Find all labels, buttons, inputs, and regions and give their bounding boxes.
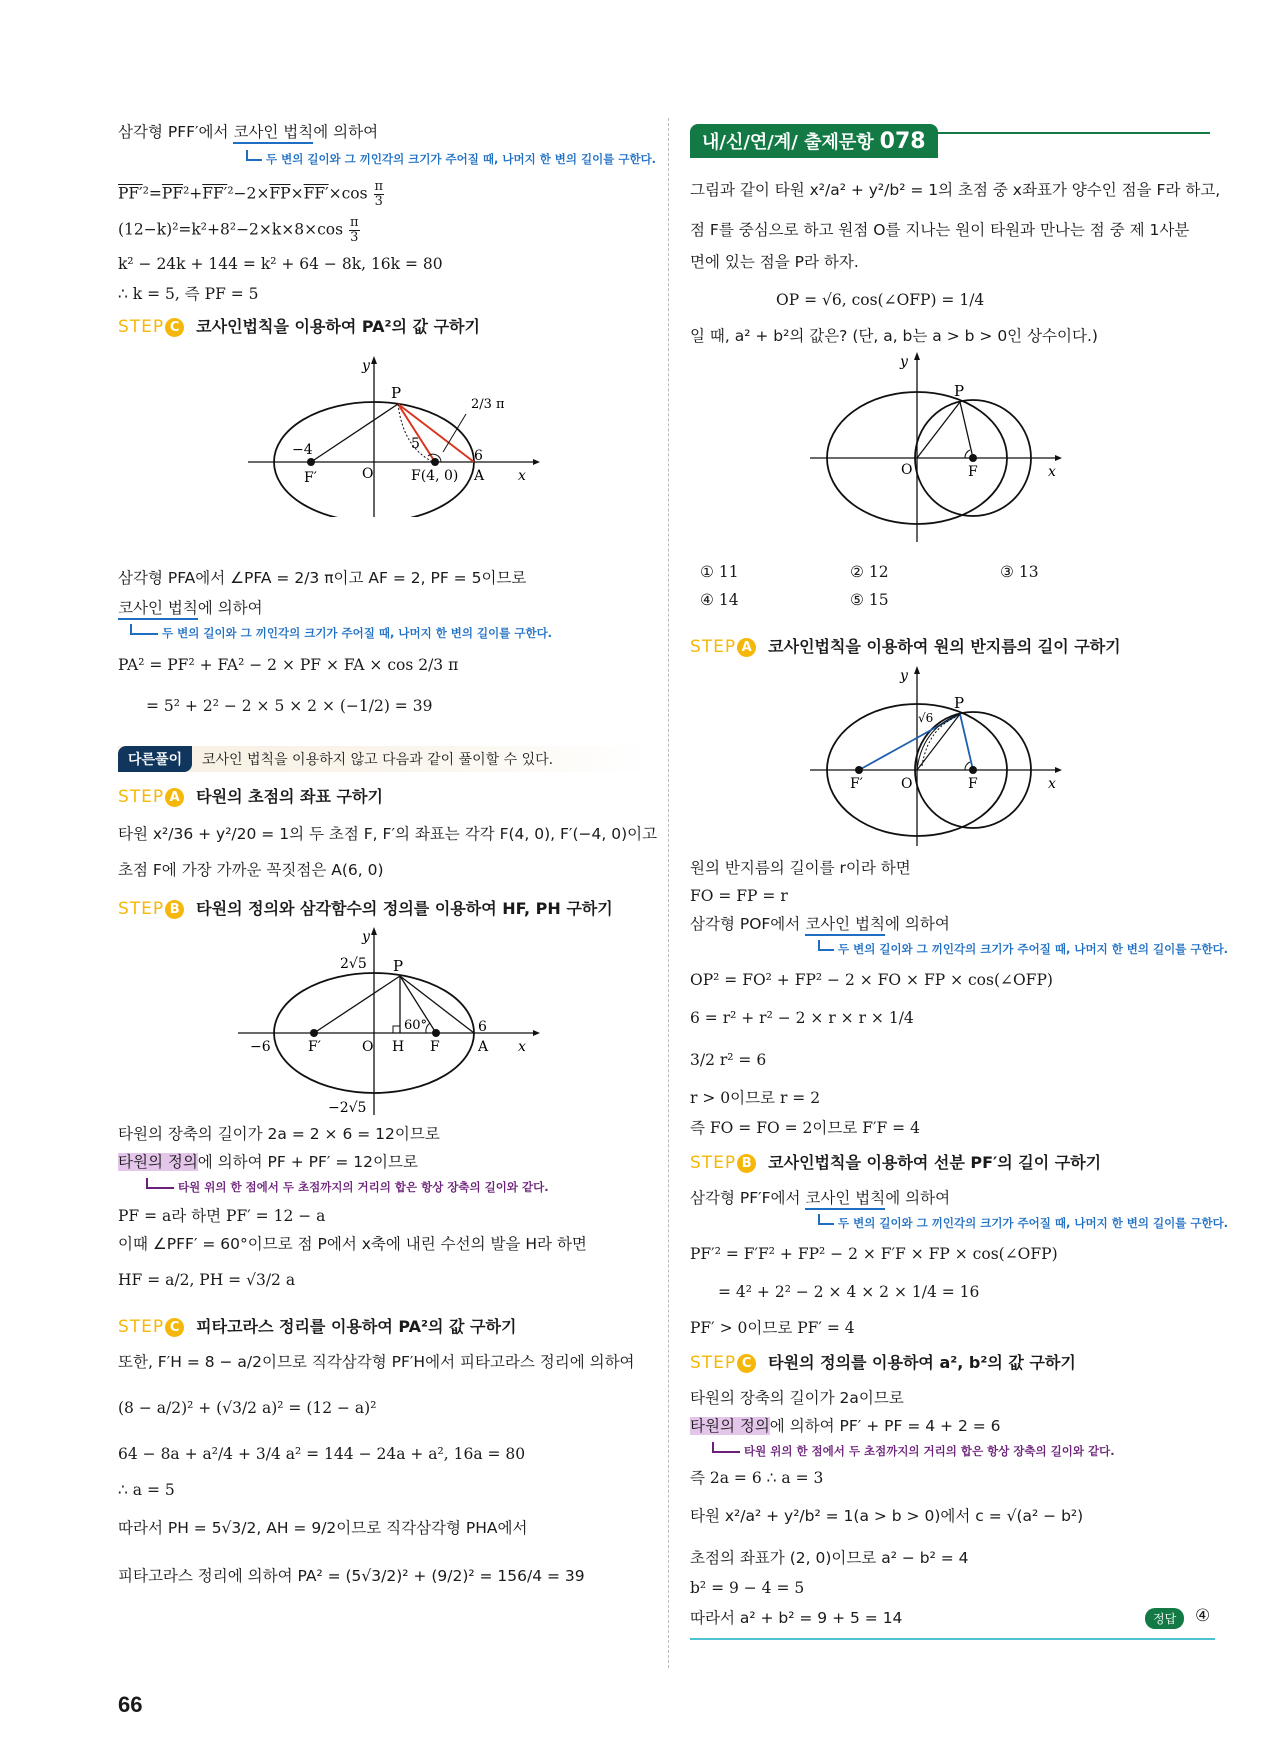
step-a-heading: STEP A 코사인법칙을 이용하여 원의 반지름의 길이 구하기 bbox=[690, 637, 1121, 657]
svg-text:F′: F′ bbox=[308, 1039, 321, 1055]
equation: $PF'^2=\overline{PF}^2+FF'^2-2\times\overline{FP}\times FF'\times\cos$ $\frac{\pi}{3}$ bbox=[118, 179, 384, 209]
choice-3[interactable]: ③ 13 bbox=[1000, 563, 1039, 581]
svg-text:x: x bbox=[518, 468, 526, 484]
svg-text:6: 6 bbox=[478, 1019, 487, 1035]
column-divider bbox=[668, 118, 669, 1668]
equation: k² − 24k + 144 = k² + 64 − 8k, 16k = 80 bbox=[118, 255, 443, 273]
choice-1[interactable]: ① 11 bbox=[700, 563, 739, 581]
text-line: 따라서 a² + b² = 9 + 5 = 14 bbox=[690, 1609, 903, 1627]
svg-text:2√5: 2√5 bbox=[340, 956, 367, 972]
svg-text:P: P bbox=[393, 957, 404, 975]
equation: FO = FP = r bbox=[690, 887, 788, 905]
text-line: 타원 x²/a² + y²/b² = 1(a > b > 0)에서 c = √(a² − b²) bbox=[690, 1507, 1084, 1525]
step-c-heading: STEP C 코사인법칙을 이용하여 PA²의 값 구하기 bbox=[118, 317, 480, 337]
svg-text:y: y bbox=[900, 354, 908, 370]
margin-note: 타원 위의 한 점에서 두 초점까지의 거리의 합은 항상 장축의 길이와 같다. bbox=[712, 1444, 1115, 1458]
equation: (8 − a/2)² + (√3/2 a)² = (12 − a)² bbox=[118, 1399, 377, 1417]
text-line: 타원의 정의에 의하여 PF + PF′ = 12이므로 bbox=[118, 1153, 418, 1171]
text-line: 원의 반지름의 길이를 r이라 하면 bbox=[690, 859, 911, 877]
text-line: 타원의 정의에 의하여 PF′ + PF = 4 + 2 = 6 bbox=[690, 1417, 1001, 1435]
equation: (12−k)²=k²+8²−2×k×8×cos $\frac{\pi}{3}$ bbox=[118, 215, 359, 245]
svg-text:A: A bbox=[478, 1039, 489, 1055]
text-line: 삼각형 PFA에서 ∠PFA = 2/3 π이고 AF = 2, PF = 5이므로 bbox=[118, 569, 527, 587]
cosine-law-term: 코사인 법칙 bbox=[233, 123, 313, 144]
text-line: 타원 x²/36 + y²/20 = 1의 두 초점 F, F′의 좌표는 각각 F(4, 0), F′(−4, 0)이고 bbox=[118, 825, 658, 843]
svg-text:x: x bbox=[1048, 776, 1056, 792]
svg-text:6: 6 bbox=[474, 448, 483, 464]
text-line: 초점 F에 가장 가까운 꼭짓점은 A(6, 0) bbox=[118, 861, 384, 879]
page-number: 66 bbox=[118, 1692, 143, 1717]
step-a-heading: STEP A 타원의 초점의 좌표 구하기 bbox=[118, 787, 383, 807]
svg-text:−4: −4 bbox=[292, 442, 313, 458]
equation: PF′ > 0이므로 PF′ = 4 bbox=[690, 1319, 855, 1337]
text-line: 타원의 장축의 길이가 2a = 2 × 6 = 12이므로 bbox=[118, 1125, 440, 1143]
arrow-hook-icon bbox=[712, 1442, 740, 1453]
text-line: 또한, F′H = 8 − a/2이므로 직각삼각형 PF′H에서 피타고라스 정리에 의하여 bbox=[118, 1353, 635, 1371]
question-badge: 내/신/연/계/ 출제문항 078 bbox=[690, 124, 938, 158]
step-letter-badge: C bbox=[165, 318, 184, 337]
equation: 6 = r² + r² − 2 × r × r × 1/4 bbox=[690, 1009, 914, 1027]
alt-solution-badge: 다른풀이 bbox=[118, 746, 192, 772]
section-end-rule bbox=[690, 1638, 1215, 1640]
question-condition: OP = √6, cos(∠OFP) = 1/4 bbox=[776, 291, 985, 309]
equation: ∴ a = 5 bbox=[118, 1481, 175, 1499]
ellipse-figure-1 bbox=[228, 352, 548, 517]
choice-2[interactable]: ② 12 bbox=[850, 563, 889, 581]
step-c-heading: STEP C 타원의 정의를 이용하여 a², b²의 값 구하기 bbox=[690, 1353, 1076, 1373]
ellipse-circle-figure bbox=[810, 352, 1070, 542]
equation: b² = 9 − 4 = 5 bbox=[690, 1579, 805, 1597]
svg-text:P: P bbox=[954, 382, 965, 400]
svg-text:60°: 60° bbox=[404, 1018, 428, 1033]
margin-note: 두 변의 길이와 그 끼인각의 크기가 주어질 때, 나머지 한 변의 길이를 구한다. bbox=[818, 1216, 1228, 1230]
svg-text:O: O bbox=[901, 776, 913, 792]
margin-note: 두 변의 길이와 그 끼인각의 크기가 주어질 때, 나머지 한 변의 길이를 구한다. bbox=[246, 152, 656, 166]
equation: 즉 FO = FO = 2이므로 F′F = 4 bbox=[690, 1119, 920, 1137]
text-line: 코사인 법칙에 의하여 bbox=[118, 598, 263, 618]
text-line: 타원의 장축의 길이가 2a이므로 bbox=[690, 1389, 904, 1407]
step-b-heading: STEP B 코사인법칙을 이용하여 선분 PF′의 길이 구하기 bbox=[690, 1153, 1102, 1173]
arrow-hook-icon bbox=[146, 1178, 174, 1189]
margin-note: 두 변의 길이와 그 끼인각의 크기가 주어질 때, 나머지 한 변의 길이를 구한다. bbox=[818, 942, 1228, 956]
svg-text:−6: −6 bbox=[250, 1039, 271, 1055]
equation: 즉 2a = 6 ∴ a = 3 bbox=[690, 1469, 824, 1487]
question-text: 면에 있는 점을 P라 하자. bbox=[690, 253, 859, 271]
margin-note: 타원 위의 한 점에서 두 초점까지의 거리의 합은 항상 장축의 길이와 같다. bbox=[146, 1180, 549, 1194]
equation: OP² = FO² + FP² − 2 × FO × FP × cos(∠OFP) bbox=[690, 971, 1053, 989]
equation: PF′² = F′F² + FP² − 2 × F′F × FP × cos(∠OFP) bbox=[690, 1245, 1058, 1263]
equation: = 4² + 2² − 2 × 4 × 2 × 1/4 = 16 bbox=[718, 1283, 980, 1301]
text-line: 피타고라스 정리에 의하여 PA² = (5√3/2)² + (9/2)² = 156/4 = 39 bbox=[118, 1567, 585, 1585]
step-b-heading: STEP B 타원의 정의와 삼각함수의 정의를 이용하여 HF, PH 구하기 bbox=[118, 899, 613, 919]
answer-value: ④ bbox=[1195, 1606, 1211, 1626]
svg-text:y: y bbox=[362, 358, 370, 374]
equation: = 5² + 2² − 2 × 5 × 2 × (−1/2) = 39 bbox=[146, 697, 433, 715]
equation: r > 0이므로 r = 2 bbox=[690, 1089, 821, 1107]
choice-4[interactable]: ④ 14 bbox=[700, 591, 739, 609]
ellipse-circle-solution-figure bbox=[810, 666, 1070, 846]
svg-text:P: P bbox=[391, 384, 402, 402]
step-c-heading: STEP C 피타고라스 정리를 이용하여 PA²의 값 구하기 bbox=[118, 1317, 517, 1337]
svg-text:y: y bbox=[362, 929, 370, 945]
equation: 64 − 8a + a²/4 + 3/4 a² = 144 − 24a + a², 16a = 80 bbox=[118, 1445, 526, 1463]
svg-text:F′: F′ bbox=[304, 470, 317, 486]
svg-text:F(4, 0): F(4, 0) bbox=[411, 468, 459, 484]
text-line: 삼각형 PFF′에서 코사인 법칙에 의하여 bbox=[118, 122, 378, 142]
margin-note: 두 변의 길이와 그 끼인각의 크기가 주어질 때, 나머지 한 변의 길이를 구한다. bbox=[130, 626, 552, 640]
ellipse-definition-term: 타원의 정의 bbox=[118, 1153, 198, 1171]
equation: ∴ k = 5, 즉 PF = 5 bbox=[118, 285, 259, 303]
svg-text:H: H bbox=[392, 1039, 405, 1055]
question-text: 그림과 같이 타원 x²/a² + y²/b² = 1의 초점 중 x좌표가 양수인 점을 F라 하고, bbox=[690, 181, 1221, 199]
svg-text:O: O bbox=[901, 462, 913, 478]
svg-text:F: F bbox=[968, 776, 978, 792]
text-line: 삼각형 PF′F에서 코사인 법칙에 의하여 bbox=[690, 1188, 950, 1208]
arrow-hook-icon bbox=[246, 150, 262, 161]
svg-text:F′: F′ bbox=[850, 776, 863, 792]
question-text: 점 F를 중심으로 하고 원점 O를 지나는 원이 타원과 만나는 점 중 제 1사분 bbox=[690, 221, 1190, 239]
svg-text:−2√5: −2√5 bbox=[328, 1100, 367, 1116]
arrow-hook-icon bbox=[130, 624, 158, 635]
svg-text:A: A bbox=[474, 468, 485, 484]
svg-text:x: x bbox=[518, 1039, 526, 1055]
svg-text:O: O bbox=[362, 466, 374, 482]
choice-5[interactable]: ⑤ 15 bbox=[850, 591, 889, 609]
alt-solution-text: 코사인 법칙을 이용하지 않고 다음과 같이 풀이할 수 있다. bbox=[202, 752, 554, 768]
svg-text:2/3 π: 2/3 π bbox=[471, 397, 505, 412]
svg-text:√6: √6 bbox=[918, 711, 934, 725]
ellipse-figure-2 bbox=[228, 925, 548, 1120]
text-line: 삼각형 POF에서 코사인 법칙에 의하여 bbox=[690, 914, 950, 934]
equation: PA² = PF² + FA² − 2 × PF × FA × cos 2/3 π bbox=[118, 656, 459, 674]
arrow-hook-icon bbox=[818, 1214, 834, 1225]
svg-text:F: F bbox=[968, 464, 978, 480]
svg-text:F: F bbox=[430, 1039, 440, 1055]
text-line: 이때 ∠PFF′ = 60°이므로 점 P에서 x축에 내린 수선의 발을 H라 하면 bbox=[118, 1235, 587, 1253]
svg-text:O: O bbox=[362, 1039, 374, 1055]
svg-text:x: x bbox=[1048, 464, 1056, 480]
answer-badge: 정답 bbox=[1145, 1608, 1184, 1629]
question-text: 일 때, a² + b²의 값은? (단, a, b는 a > b > 0인 상수이다.) bbox=[690, 327, 1098, 345]
svg-text:5: 5 bbox=[411, 436, 420, 452]
svg-text:P: P bbox=[954, 694, 965, 712]
question-number: 078 bbox=[879, 129, 926, 154]
arrow-hook-icon bbox=[818, 940, 834, 951]
equation: HF = a/2, PH = √3/2 a bbox=[118, 1271, 296, 1289]
text-line: 초점의 좌표가 (2, 0)이므로 a² − b² = 4 bbox=[690, 1549, 969, 1567]
equation: PF = a라 하면 PF′ = 12 − a bbox=[118, 1207, 326, 1225]
svg-text:y: y bbox=[900, 668, 908, 684]
text-line: 따라서 PH = 5√3/2, AH = 9/2이므로 직각삼각형 PHA에서 bbox=[118, 1519, 528, 1537]
equation: 3/2 r² = 6 bbox=[690, 1051, 767, 1069]
